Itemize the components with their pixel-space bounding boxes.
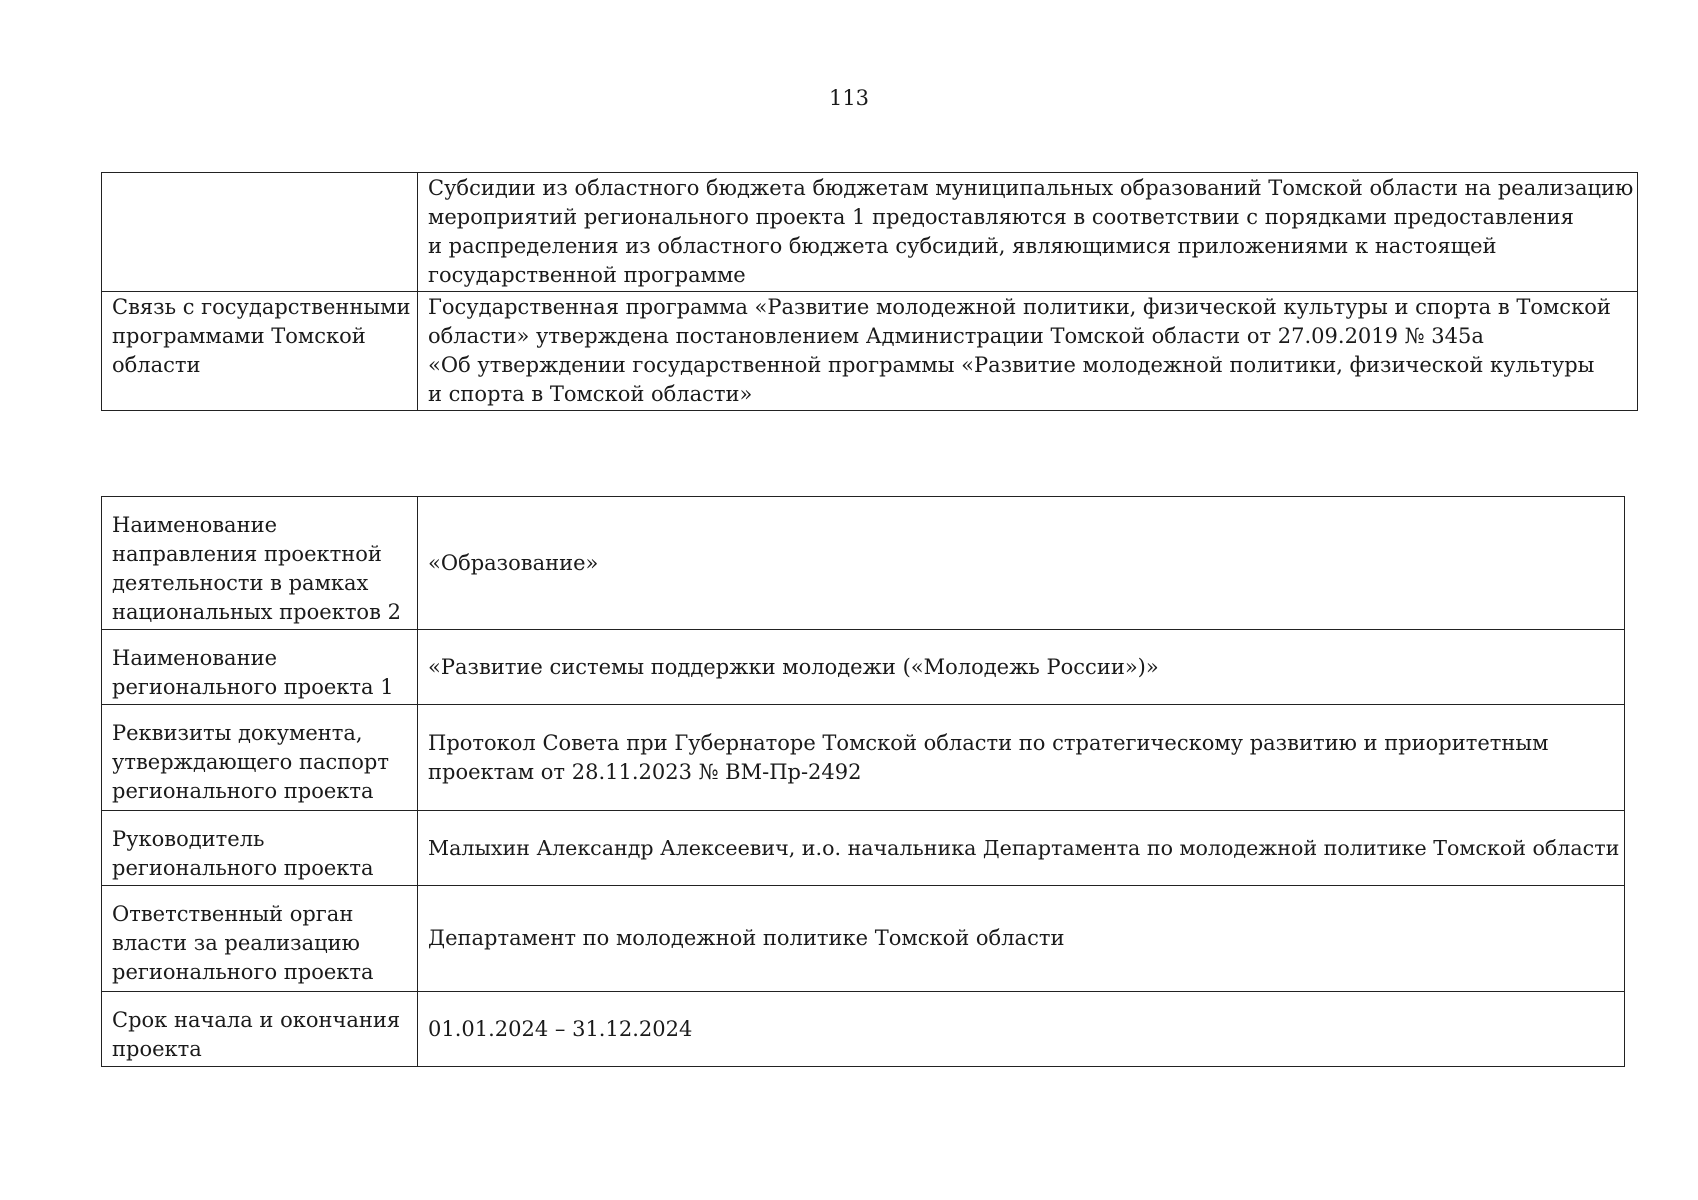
value-line: «Образование» (428, 550, 599, 575)
label-line: регионального проекта (112, 960, 374, 984)
row-label-cell (102, 705, 418, 811)
row-label-cell (102, 811, 418, 886)
value-line: 01.01.2024 – 31.12.2024 (428, 1016, 693, 1041)
value-line: и спорта в Томской области» (428, 382, 753, 406)
label-line: Срок начала и окончания (112, 1008, 401, 1032)
value-line: мероприятий регионального проекта 1 предоставляются в соответствии с порядками предоставления (428, 205, 1574, 229)
table-row (102, 630, 1625, 705)
row-value-cell (418, 992, 1625, 1067)
label-line: Ответственный орган (112, 902, 354, 926)
label-line: регионального проекта 1 (112, 675, 394, 699)
row-value-cell (418, 497, 1625, 630)
value-line: «Развитие системы поддержки молодежи («Молодежь России»)» (428, 654, 1159, 679)
value-line: Департамент по молодежной политике Томской области (428, 926, 1065, 950)
label-line: области (112, 353, 201, 377)
value-line: «Об утверждении государственной программы «Развитие молодежной политики, физической культуры (428, 353, 1595, 377)
label-line: национальных проектов 2 (112, 600, 401, 624)
value-line: Протокол Совета при Губернаторе Томской области по стратегическому развитию и приоритетным (428, 730, 1549, 755)
table-state-program-links (101, 172, 1638, 411)
label-line: Связь с государственными (112, 295, 411, 319)
table-row (102, 292, 1638, 411)
value-line: области» утверждена постановлением Администрации Томской области от 27.09.2019 № 345а (428, 324, 1484, 348)
label-line: утверждающего паспорт (112, 750, 389, 774)
label-line: программами Томской (112, 324, 366, 348)
value-line: и распределения из областного бюджета субсидий, являющимися приложениями к настоящей (428, 234, 1497, 258)
label-line: Наименование (112, 513, 277, 537)
value-line: Субсидии из областного бюджета бюджетам муниципальных образований Томской области на реализацию (428, 176, 1634, 200)
value-line: Государственная программа «Развитие молодежной политики, физической культуры и спорта в Томской (428, 295, 1611, 319)
label-line: направления проектной (112, 542, 382, 566)
label-line: Наименование (112, 646, 277, 670)
row-value-cell (418, 630, 1625, 705)
row-label-cell (102, 992, 418, 1067)
row-value-cell (418, 173, 1638, 292)
table-regional-project-passport (101, 496, 1625, 1067)
row-value-cell (418, 886, 1625, 992)
table-row (102, 886, 1625, 992)
page-number: 113 (828, 86, 870, 110)
label-line: регионального проекта (112, 856, 374, 880)
row-label-cell (102, 173, 418, 292)
label-line: Реквизиты документа, (112, 721, 363, 745)
table-row (102, 811, 1625, 886)
label-line: регионального проекта (112, 779, 374, 803)
table-row (102, 497, 1625, 630)
value-line: проектам от 28.11.2023 № ВМ-Пр-2492 (428, 759, 862, 784)
row-value-cell (418, 811, 1625, 886)
row-label-cell (102, 886, 418, 992)
row-label-cell (102, 630, 418, 705)
row-label-cell (102, 292, 418, 411)
value-line: государственной программе (428, 263, 746, 287)
row-label-cell (102, 497, 418, 630)
table-row (102, 705, 1625, 811)
label-line: власти за реализацию (112, 931, 360, 955)
label-line: деятельности в рамках (112, 571, 369, 595)
table-row (102, 992, 1625, 1067)
value-line: Малыхин Александр Алексеевич, и.о. начальника Департамента по молодежной политике Томской области (428, 835, 1620, 860)
label-line: Руководитель (112, 827, 265, 851)
table-row (102, 173, 1638, 292)
row-value-cell (418, 705, 1625, 811)
label-line: проекта (112, 1037, 202, 1061)
row-value-cell (418, 292, 1638, 411)
